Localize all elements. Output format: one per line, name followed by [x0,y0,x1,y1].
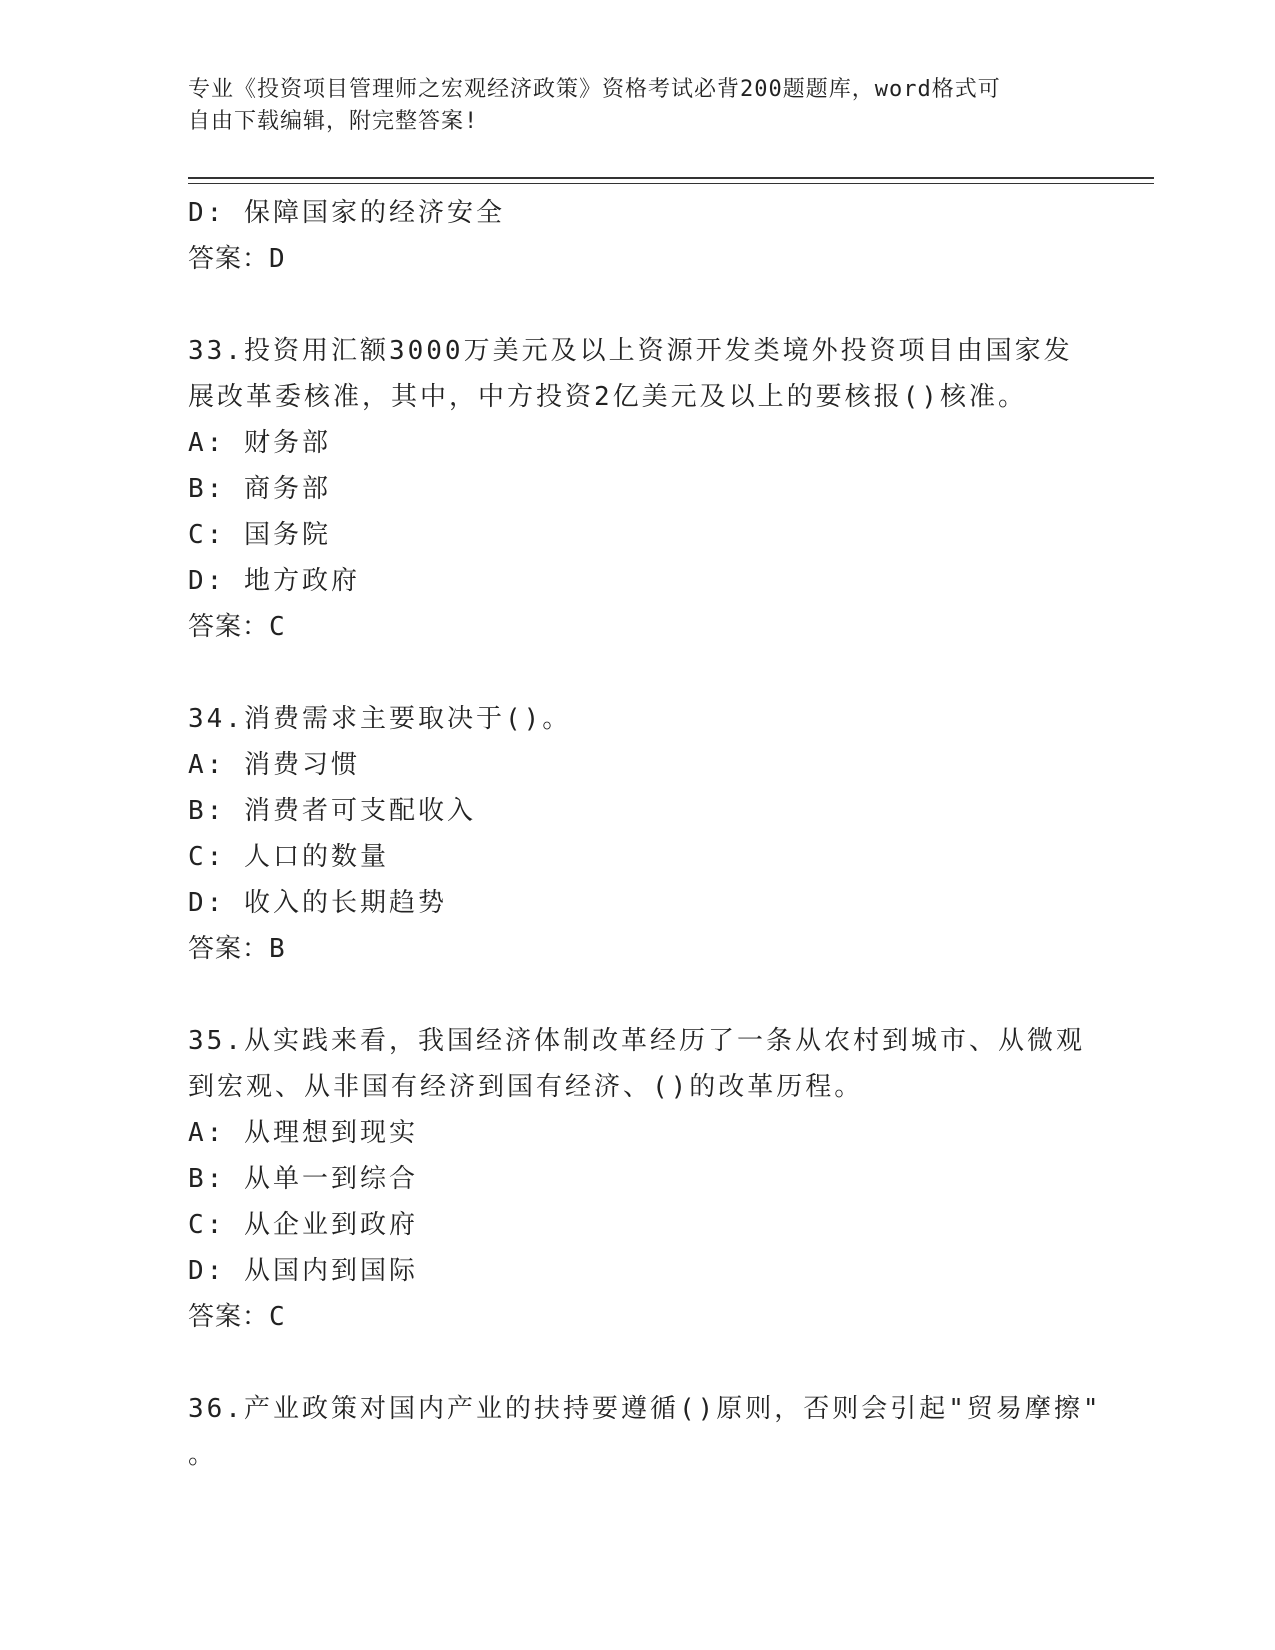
option-a: A: 消费习惯 [188,750,360,780]
option-b: B: 消费者可支配收入 [188,796,476,826]
question-35 [188,1018,1088,1340]
header-divider-thin [188,183,1154,184]
option-d: D: 保障国家的经济安全 [188,198,505,228]
header-line-1: 专业《投资项目管理师之宏观经济政策》资格考试必背200题题库，word格式可 [188,77,1001,102]
answer: 答案：C [188,1302,286,1332]
question-stem: 36.产业政策对国内产业的扶持要遵循()原则，否则会引起"贸易摩擦" [188,1394,1102,1424]
answer: 答案：D [188,244,286,274]
question-stem: 34.消费需求主要取决于()。 [188,704,572,734]
option-a: A: 从理想到现实 [188,1118,418,1148]
spacer [188,282,1088,328]
option-c: C: 从企业到政府 [188,1210,418,1240]
option-d: D: 收入的长期趋势 [188,888,447,918]
option-b: B: 从单一到综合 [188,1164,418,1194]
header-line-2: 自由下载编辑，附完整答案! [188,109,479,134]
option-a: A: 财务部 [188,428,331,458]
option-d: D: 地方政府 [188,566,360,596]
question-stem: 。 [188,1440,218,1470]
document-body [188,190,1102,1478]
question-stem: 到宏观、从非国有经济到国有经济、()的改革历程。 [188,1072,864,1102]
answer: 答案：B [188,934,286,964]
option-d: D: 从国内到国际 [188,1256,418,1286]
option-c: C: 国务院 [188,520,331,550]
answer: 答案：C [188,612,286,642]
question-stem: 35.从实践来看，我国经济体制改革经历了一条从农村到城市、从微观 [188,1026,1085,1056]
option-b: B: 商务部 [188,474,331,504]
question-stem: 展改革委核准，其中，中方投资2亿美元及以上的要核报()核准。 [188,382,1027,412]
spacer [188,650,1088,696]
spacer [188,1340,1088,1386]
header-divider-thick [188,177,1154,179]
question-34 [188,696,1088,972]
option-c: C: 人口的数量 [188,842,389,872]
document-header [188,74,1088,138]
spacer [188,972,1088,1018]
question-36 [188,1386,1102,1478]
question-33 [188,328,1088,650]
question-stem: 33.投资用汇额3000万美元及以上资源开发类境外投资项目由国家发 [188,336,1073,366]
